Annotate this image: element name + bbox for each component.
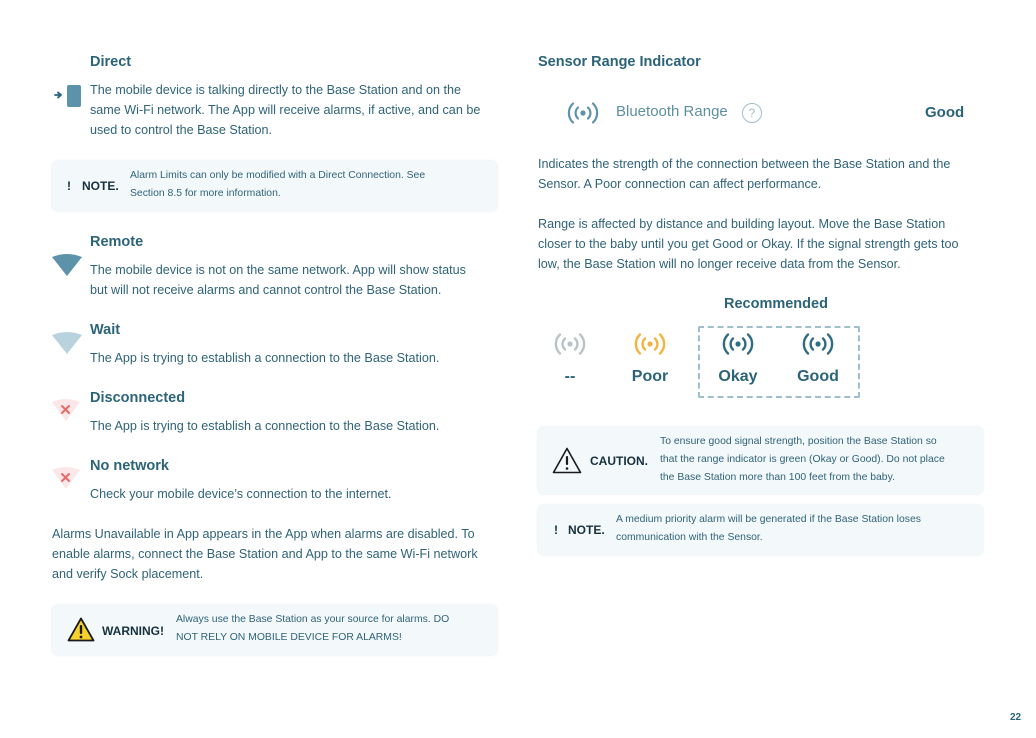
direct-description: The mobile device is talking directly to the Base Station and on the same Wi-Fi network. The App will receive alarms, if active, and can be used to control the Base Station. <box>90 83 481 137</box>
remote-wifi-icon <box>52 254 82 283</box>
warning-box <box>52 605 497 655</box>
note-label: NOTE. <box>82 179 119 193</box>
help-icon[interactable]: ? <box>742 103 762 123</box>
signal-label-none: -- <box>564 368 576 385</box>
caution-text: To ensure good signal strength, position the Base Station so that the range indicator is green (Okay or Good). Do not place the Base Station more than 100 feet from the baby. <box>660 436 945 483</box>
note-exclamation-icon: ! <box>67 179 71 193</box>
note-box-communication <box>538 505 983 555</box>
no-network-error-icon <box>52 467 80 496</box>
page-number: 22 <box>1010 712 1022 723</box>
remote-description: The mobile device is not on the same network. App will show status but will not receive alarms and cannot control the Base Station. <box>90 263 466 297</box>
signal-level-poor-icon <box>633 332 667 361</box>
signal-level-good-icon <box>801 332 835 361</box>
wait-wifi-icon <box>52 332 82 361</box>
recommended-label: Recommended <box>724 296 828 312</box>
sensor-range-heading: Sensor Range Indicator <box>538 54 701 70</box>
no-network-description: Check your mobile device’s connection to the internet. <box>90 487 392 501</box>
disconnected-heading: Disconnected <box>90 390 186 406</box>
caution-triangle-icon <box>552 447 582 479</box>
signal-label-okay: Okay <box>718 368 758 385</box>
warning-text: Always use the Base Station as your source for alarms. DO NOT RELY ON MOBILE DEVICE FOR ALARMS! <box>176 614 450 643</box>
disconnected-description: The App is trying to establish a connection to the Base Station. <box>90 419 440 433</box>
signal-level-okay-icon <box>721 332 755 361</box>
caution-box <box>538 427 983 494</box>
direct-phone-icon <box>53 85 83 111</box>
warning-triangle-icon <box>67 617 95 647</box>
warning-label: WARNING! <box>102 624 164 638</box>
direct-heading: Direct <box>90 54 132 70</box>
bluetooth-signal-icon <box>567 101 599 130</box>
wait-description: The App is trying to establish a connection to the Base Station. <box>90 351 440 365</box>
signal-label-poor: Poor <box>631 368 669 385</box>
note-box-direct-connection <box>52 161 497 211</box>
note2-text: A medium priority alarm will be generated if the Base Station loses communication with the Sensor. <box>616 514 921 543</box>
note-text: Alarm Limits can only be modified with a Direct Connection. See Section 8.5 for more information. <box>130 170 426 199</box>
disconnected-error-icon <box>52 399 80 428</box>
signal-level-none-icon <box>553 332 587 361</box>
signal-label-good: Good <box>797 368 839 385</box>
wait-heading: Wait <box>90 322 121 338</box>
range-description: Indicates the strength of the connection between the Base Station and the Sensor. A Poor connection can affect performance. <box>538 157 951 191</box>
note2-label: NOTE. <box>568 523 605 537</box>
range-value: Good <box>925 104 965 121</box>
bluetooth-range-label: Bluetooth Range <box>616 103 728 120</box>
alarms-unavailable-paragraph: Alarms Unavailable in App appears in the App when alarms are disabled. To enable alarms, connect the Base Station and App to the same Wi-Fi network and verify Sock placement. <box>52 527 478 581</box>
caution-label: CAUTION. <box>590 454 648 468</box>
no-network-heading: No network <box>90 458 169 474</box>
note2-exclamation-icon: ! <box>554 523 558 537</box>
range-guidance: Range is affected by distance and building layout. Move the Base Station closer to the baby until you get Good or Okay. If the signal strength gets too low, the Base Station will no longer receive data from the Sensor. <box>538 217 959 271</box>
remote-heading: Remote <box>90 234 144 250</box>
